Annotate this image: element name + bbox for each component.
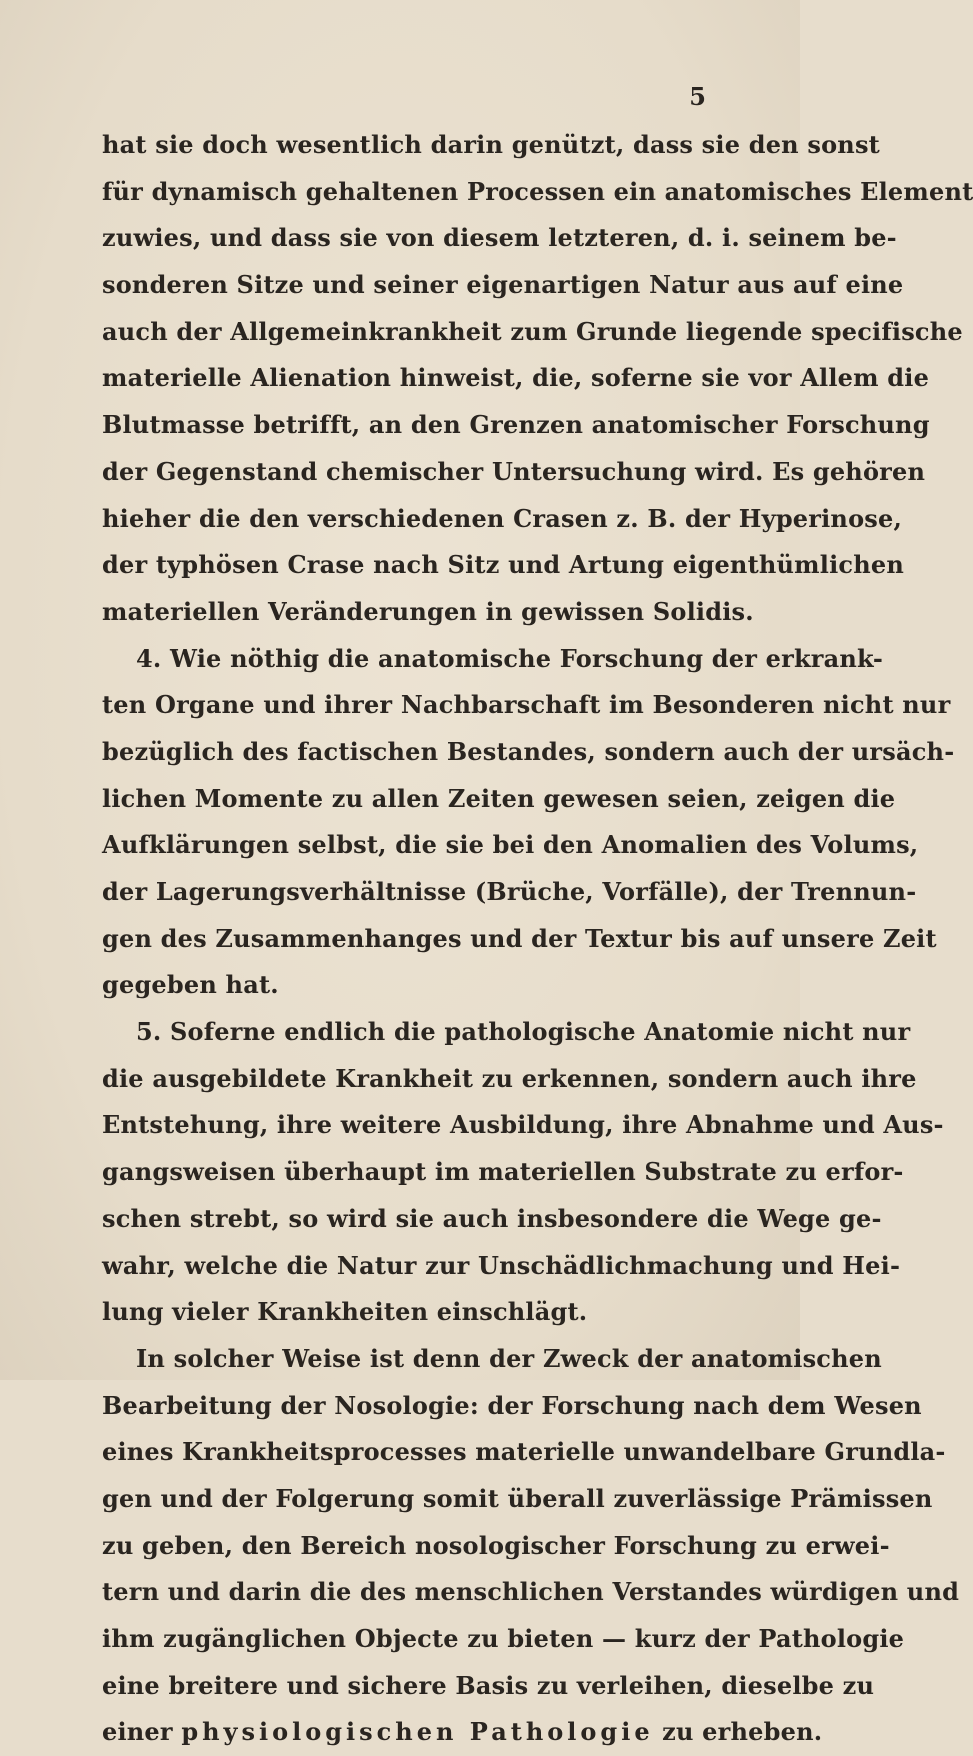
text-line: gen des Zusammenhanges und der Textur bis auf unsere Zeit bbox=[102, 923, 937, 953]
text-line: Bearbeitung der Nosologie: der Forschung nach dem Wesen bbox=[102, 1390, 922, 1420]
text-line: materiellen Veränderungen in gewissen Solidis. bbox=[102, 596, 754, 626]
text-line: bezüglich des factischen Bestandes, sondern auch der ursäch- bbox=[102, 736, 955, 766]
final-text-line bbox=[102, 1709, 823, 1756]
text-line: hieher die den verschiedenen Crasen z. B. der Hyperinose, bbox=[102, 503, 903, 533]
text-line: tern und darin die des menschlichen Verstandes würdigen und bbox=[102, 1577, 960, 1607]
text-line: Aufklärungen selbst, die sie bei den Anomalien des Volums, bbox=[102, 830, 919, 860]
text-line: hat sie doch wesentlich darin genützt, dass sie den sonst bbox=[102, 130, 880, 159]
text-line: Entstehung, ihre weitere Ausbildung, ihre Abnahme und Aus- bbox=[102, 1110, 944, 1140]
text-line: eine breitere und sichere Basis zu verleihen, dieselbe zu bbox=[102, 1670, 875, 1700]
text-line: ten Organe und ihrer Nachbarschaft im Besonderen nicht nur bbox=[102, 690, 951, 720]
final-line-before: einer bbox=[102, 1717, 182, 1747]
text-line: gangsweisen überhaupt im materiellen Substrate zu erfor- bbox=[102, 1157, 904, 1187]
paragraph-5-start: 5. Soferne endlich die pathologische Anatomie nicht nur bbox=[136, 1017, 911, 1047]
text-line: zuwies, und dass sie von diesem letzteren, d. i. seinem be- bbox=[102, 223, 897, 253]
text-line: sonderen Sitze und seiner eigenartigen Natur aus auf eine bbox=[102, 270, 904, 300]
text-line: materielle Alienation hinweist, die, soferne sie vor Allem die bbox=[102, 363, 930, 393]
text-line: der typhösen Crase nach Sitz und Artung eigenthümlichen bbox=[102, 550, 904, 580]
text-line: Blutmasse betrifft, an den Grenzen anatomischer Forschung bbox=[102, 410, 930, 440]
body-text bbox=[102, 122, 973, 1756]
text-line: ihm zugänglichen Objecte zu bieten — kurz der Pathologie bbox=[102, 1624, 905, 1653]
final-line-after: zu erheben. bbox=[653, 1717, 823, 1747]
text-line: gegeben hat. bbox=[102, 970, 279, 1000]
page-number: 5 bbox=[689, 82, 706, 111]
text-line: eines Krankheitsprocesses materielle unwandelbare Grundla- bbox=[102, 1437, 946, 1467]
text-line: wahr, welche die Natur zur Unschädlichmachung und Hei- bbox=[102, 1250, 901, 1280]
text-line: auch der Allgemeinkrankheit zum Grunde liegende specifische bbox=[102, 316, 963, 346]
text-line: schen strebt, so wird sie auch insbesondere die Wege ge- bbox=[102, 1203, 882, 1233]
text-line: lung vieler Krankheiten einschlägt. bbox=[102, 1297, 588, 1327]
text-line: lichen Momente zu allen Zeiten gewesen seien, zeigen die bbox=[102, 783, 896, 813]
paragraph-conclusion-start: In solcher Weise ist denn der Zweck der anatomischen bbox=[136, 1343, 882, 1373]
text-line: für dynamisch gehaltenen Processen ein anatomisches Element bbox=[102, 176, 973, 206]
text-line: der Lagerungsverhältnisse (Brüche, Vorfälle), der Trennun- bbox=[102, 877, 917, 906]
text-line: der Gegenstand chemischer Untersuchung wird. Es gehören bbox=[102, 456, 926, 486]
text-line: gen und der Folgerung somit überall zuverlässige Prämissen bbox=[102, 1483, 933, 1513]
spaced-emphasis: physiologischen Pathologie bbox=[181, 1717, 654, 1747]
text-line: die ausgebildete Krankheit zu erkennen, sondern auch ihre bbox=[102, 1063, 917, 1093]
text-line: zu geben, den Bereich nosologischer Forschung zu erwei- bbox=[102, 1530, 890, 1560]
paragraph-4-start: 4. Wie nöthig die anatomische Forschung der erkrank- bbox=[136, 643, 884, 673]
